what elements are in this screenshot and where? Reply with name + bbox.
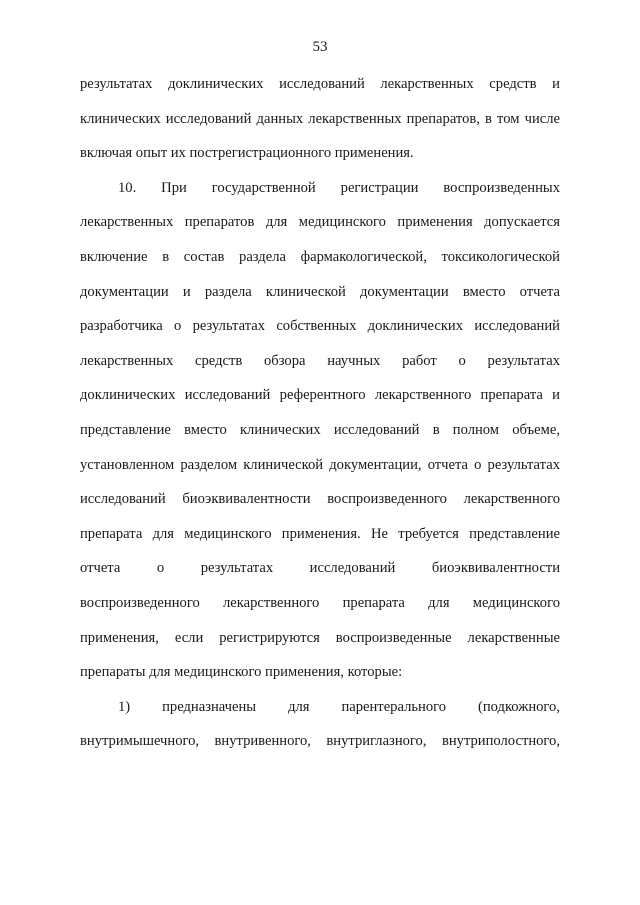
text-line: документации и раздела клинической документации вместо отчета bbox=[80, 283, 560, 300]
text-line: включение в состав раздела фармакологической, токсикологической bbox=[80, 248, 560, 265]
text-line: включая опыт их пострегистрационного применения. bbox=[80, 145, 414, 162]
text-line: лекарственных препаратов для медицинского применения допускается bbox=[80, 214, 560, 231]
text-line: клинических исследований данных лекарственных препаратов, в том числе bbox=[80, 110, 560, 127]
text-line: доклинических исследований референтного лекарственного препарата и bbox=[80, 387, 560, 404]
text-line: 10. При государственной регистрации воспроизведенных bbox=[118, 179, 560, 196]
text-line: препарата для медицинского применения. Не требуется представление bbox=[80, 525, 560, 542]
page-number: 53 bbox=[312, 39, 328, 55]
text-line: 1) предназначены для парентерального (подкожного, bbox=[118, 698, 560, 715]
text-line: лекарственных средств обзора научных работ о результатах bbox=[80, 352, 560, 369]
text-line: исследований биоэквивалентности воспроизведенного лекарственного bbox=[80, 491, 560, 508]
body-text bbox=[80, 74, 560, 766]
text-line: разработчика о результатах собственных доклинических исследований bbox=[80, 318, 560, 335]
text-line: отчета о результатах исследований биоэквивалентности bbox=[80, 560, 560, 577]
text-line: результатах доклинических исследований лекарственных средств и bbox=[80, 76, 560, 92]
text-line: представление вместо клинических исследований в полном объеме, bbox=[80, 421, 560, 438]
text-line: применения, если регистрируются воспроизведенные лекарственные bbox=[80, 629, 560, 646]
text-line: препараты для медицинского применения, которые: bbox=[80, 664, 403, 681]
text-line: установленном разделом клинической документации, отчета о результатах bbox=[80, 456, 560, 473]
text-line: внутримышечного, внутривенного, внутриглазного, внутриполостного, bbox=[80, 733, 560, 750]
text-line: воспроизведенного лекарственного препарата для медицинского bbox=[80, 594, 560, 611]
